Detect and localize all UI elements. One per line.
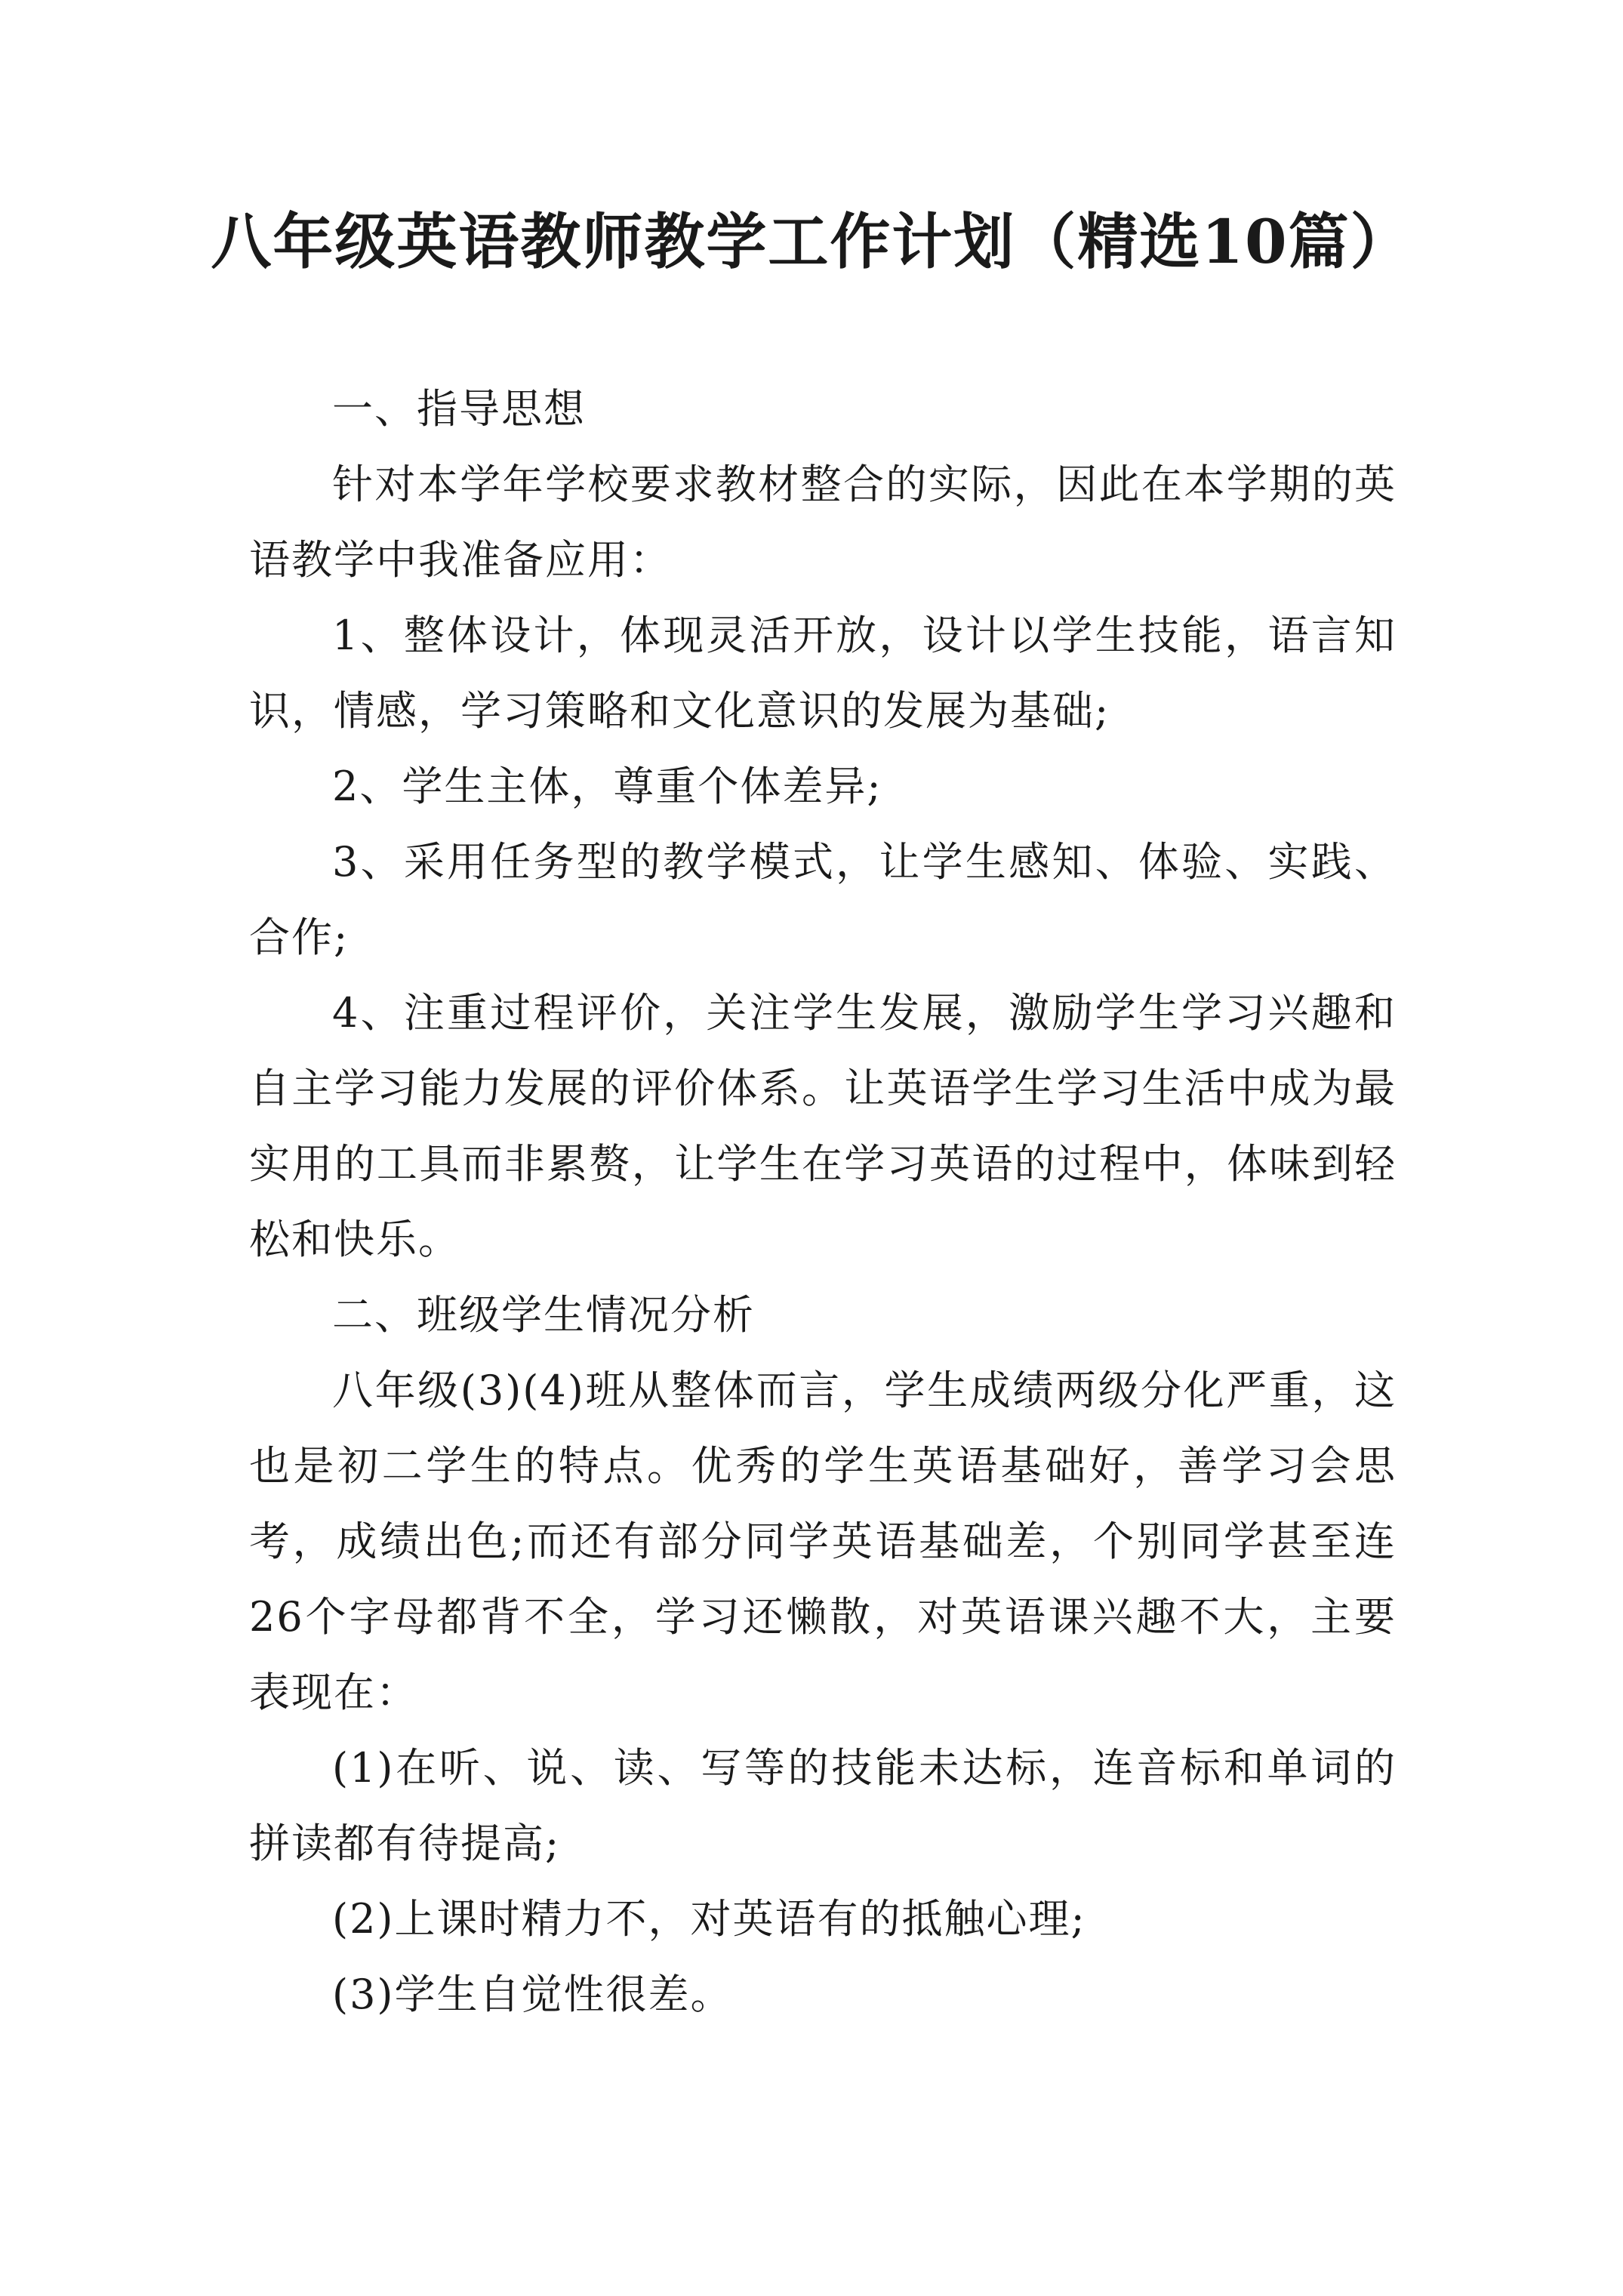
list-item: (3)学生自觉性很差。 (332, 1971, 733, 2018)
document-body (249, 371, 1397, 2032)
section-heading-guiding-ideology: 一、指导思想 (332, 385, 586, 433)
paragraph: 八年级(3)(4)班从整体而言，学生成绩两级分化严重，这也是初二学生的特点。优秀的学生英语基础好，善学习会思考，成绩出色;而还有部分同学英语基础差，个别同学甚至连26个字母都背不全，学习还懒散，对英语课兴趣不大，主要表现在： (249, 1367, 1397, 1716)
list-item: 1、整体设计，体现灵活开放，设计以学生技能，语言知识，情感，学习策略和文化意识的发展为基础; (249, 612, 1397, 735)
section-heading-class-analysis: 二、班级学生情况分析 (332, 1291, 755, 1339)
document-title: 八年级英语教师教学工作计划（精选10篇） (211, 206, 1412, 277)
list-item: 3、采用任务型的教学模式，让学生感知、体验、实践、合作; (249, 838, 1397, 961)
paragraph: 针对本学年学校要求教材整合的实际，因此在本学期的英语教学中我准备应用： (249, 461, 1397, 584)
list-item: 2、学生主体，尊重个体差异; (332, 763, 882, 810)
list-item: 4、注重过程评价，关注学生发展，激励学生学习兴趣和自主学习能力发展的评价体系。让英语学生学习生活中成为最实用的工具而非累赘，让学生在学习英语的过程中，体味到轻松和快乐。 (249, 989, 1397, 1263)
list-item: (1)在听、说、读、写等的技能未达标，连音标和单词的拼读都有待提高; (249, 1744, 1397, 1867)
list-item: (2)上课时精力不，对英语有的抵触心理; (332, 1895, 1086, 1943)
